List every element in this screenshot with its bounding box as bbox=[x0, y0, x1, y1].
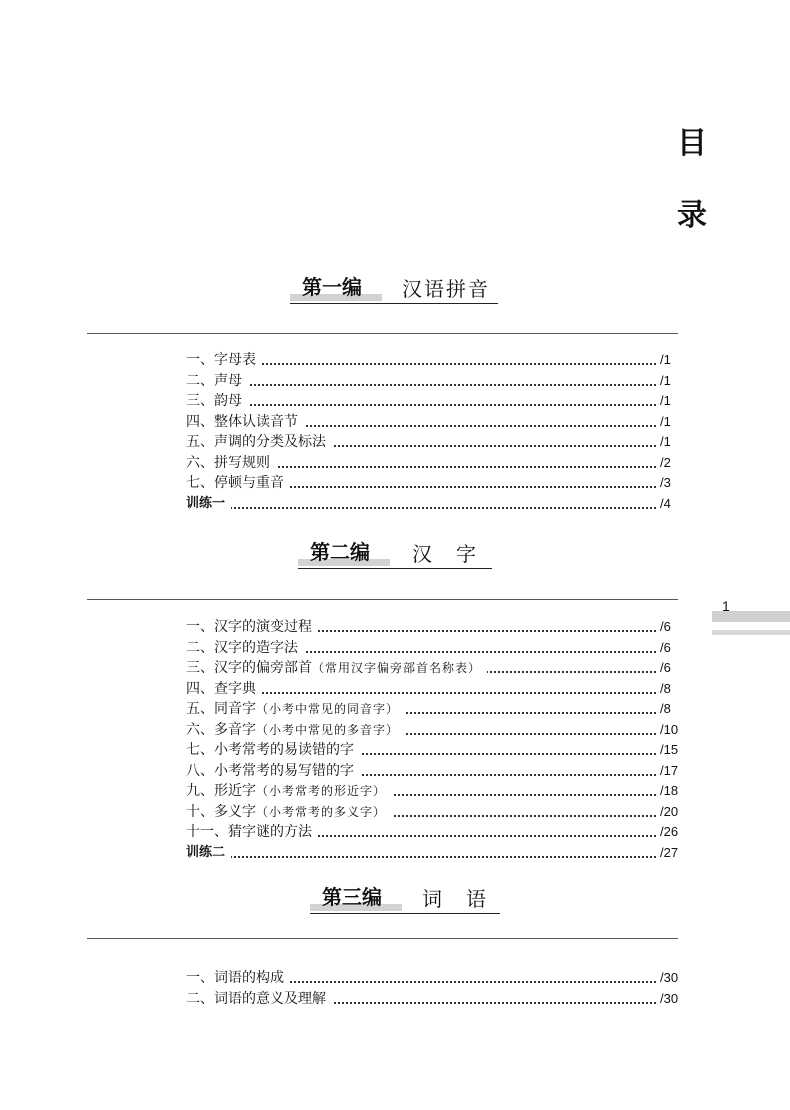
part-heading-1 bbox=[0, 270, 790, 304]
toc-entry[interactable]: 二、声母 /1 bbox=[186, 371, 682, 392]
toc-entry[interactable]: 一、字母表 /1 bbox=[186, 350, 682, 371]
toc-entry[interactable]: 五、同音字（小考中常见的同音字） /8 bbox=[186, 699, 682, 720]
toc-entry[interactable]: 三、汉字的偏旁部首（常用汉字偏旁部首名称表） /6 bbox=[186, 658, 682, 679]
toc-title-char-2: 录 bbox=[677, 198, 707, 233]
page-ref: /6 bbox=[660, 658, 682, 678]
part-heading-2 bbox=[0, 535, 790, 569]
page-ref: /30 bbox=[660, 989, 682, 1009]
page-ref: /15 bbox=[660, 740, 682, 760]
toc-list-part-3 bbox=[186, 968, 682, 1009]
part-heading-3 bbox=[0, 880, 790, 914]
toc-entry[interactable]: 四、查字典 /8 bbox=[186, 679, 682, 700]
part-number: 第一编 bbox=[302, 275, 362, 299]
toc-entry[interactable]: 八、小考常考的易写错的字 /17 bbox=[186, 761, 682, 782]
page-ref: /30 bbox=[660, 968, 682, 988]
toc-entry[interactable]: 十一、猜字谜的方法 /26 bbox=[186, 822, 682, 843]
page-ref: /4 bbox=[660, 494, 682, 514]
page-ref: /1 bbox=[660, 371, 682, 391]
page-ref: /1 bbox=[660, 412, 682, 432]
page-ref: /26 bbox=[660, 822, 682, 842]
toc-entry[interactable]: 五、声调的分类及标法 /1 bbox=[186, 432, 682, 453]
toc-entry[interactable]: 七、小考常考的易读错的字 /15 bbox=[186, 740, 682, 761]
page-ref: /10 bbox=[660, 720, 682, 740]
toc-entry[interactable]: 三、韵母 /1 bbox=[186, 391, 682, 412]
page-ref: /20 bbox=[660, 802, 682, 822]
page-ref: /2 bbox=[660, 453, 682, 473]
page-number: 1 bbox=[722, 598, 730, 614]
section-divider bbox=[87, 599, 678, 600]
toc-list-part-2 bbox=[186, 617, 682, 863]
toc-entry[interactable]: 十、多义字（小考常考的多义字） /20 bbox=[186, 802, 682, 823]
toc-entry[interactable]: 四、整体认读音节 /1 bbox=[186, 412, 682, 433]
toc-entry-exercise[interactable]: 训练一 /4 bbox=[186, 494, 682, 515]
page-tab-stripe bbox=[712, 630, 790, 635]
page-ref: /1 bbox=[660, 350, 682, 370]
toc-entry[interactable]: 一、词语的构成 /30 bbox=[186, 968, 682, 989]
page-ref: /1 bbox=[660, 432, 682, 452]
page-ref: /6 bbox=[660, 638, 682, 658]
page-ref: /3 bbox=[660, 473, 682, 493]
part-name: 汉 字 bbox=[412, 542, 478, 566]
page-ref: /18 bbox=[660, 781, 682, 801]
part-name: 汉语拼音 bbox=[402, 277, 490, 301]
page-ref: /8 bbox=[660, 699, 682, 719]
toc-entry-exercise[interactable]: 训练二 /27 bbox=[186, 843, 682, 864]
part-number: 第三编 bbox=[322, 885, 382, 909]
part-name: 词 语 bbox=[422, 887, 488, 911]
toc-list-part-1 bbox=[186, 350, 682, 514]
page-ref: /1 bbox=[660, 391, 682, 411]
toc-entry[interactable]: 六、拼写规则 /2 bbox=[186, 453, 682, 474]
toc-entry[interactable]: 二、汉字的造字法 /6 bbox=[186, 638, 682, 659]
toc-entry[interactable]: 一、汉字的演变过程 /6 bbox=[186, 617, 682, 638]
toc-entry[interactable]: 六、多音字（小考中常见的多音字） /10 bbox=[186, 720, 682, 741]
part-number: 第二编 bbox=[310, 540, 370, 564]
page-ref: /27 bbox=[660, 843, 682, 863]
section-divider bbox=[87, 938, 678, 939]
toc-title-char-1: 目 bbox=[677, 126, 707, 161]
section-divider bbox=[87, 333, 678, 334]
page-ref: /17 bbox=[660, 761, 682, 781]
page-ref: /6 bbox=[660, 617, 682, 637]
toc-entry[interactable]: 二、词语的意义及理解 /30 bbox=[186, 989, 682, 1010]
toc-entry[interactable]: 九、形近字（小考常考的形近字） /18 bbox=[186, 781, 682, 802]
toc-entry[interactable]: 七、停顿与重音 /3 bbox=[186, 473, 682, 494]
page-ref: /8 bbox=[660, 679, 682, 699]
